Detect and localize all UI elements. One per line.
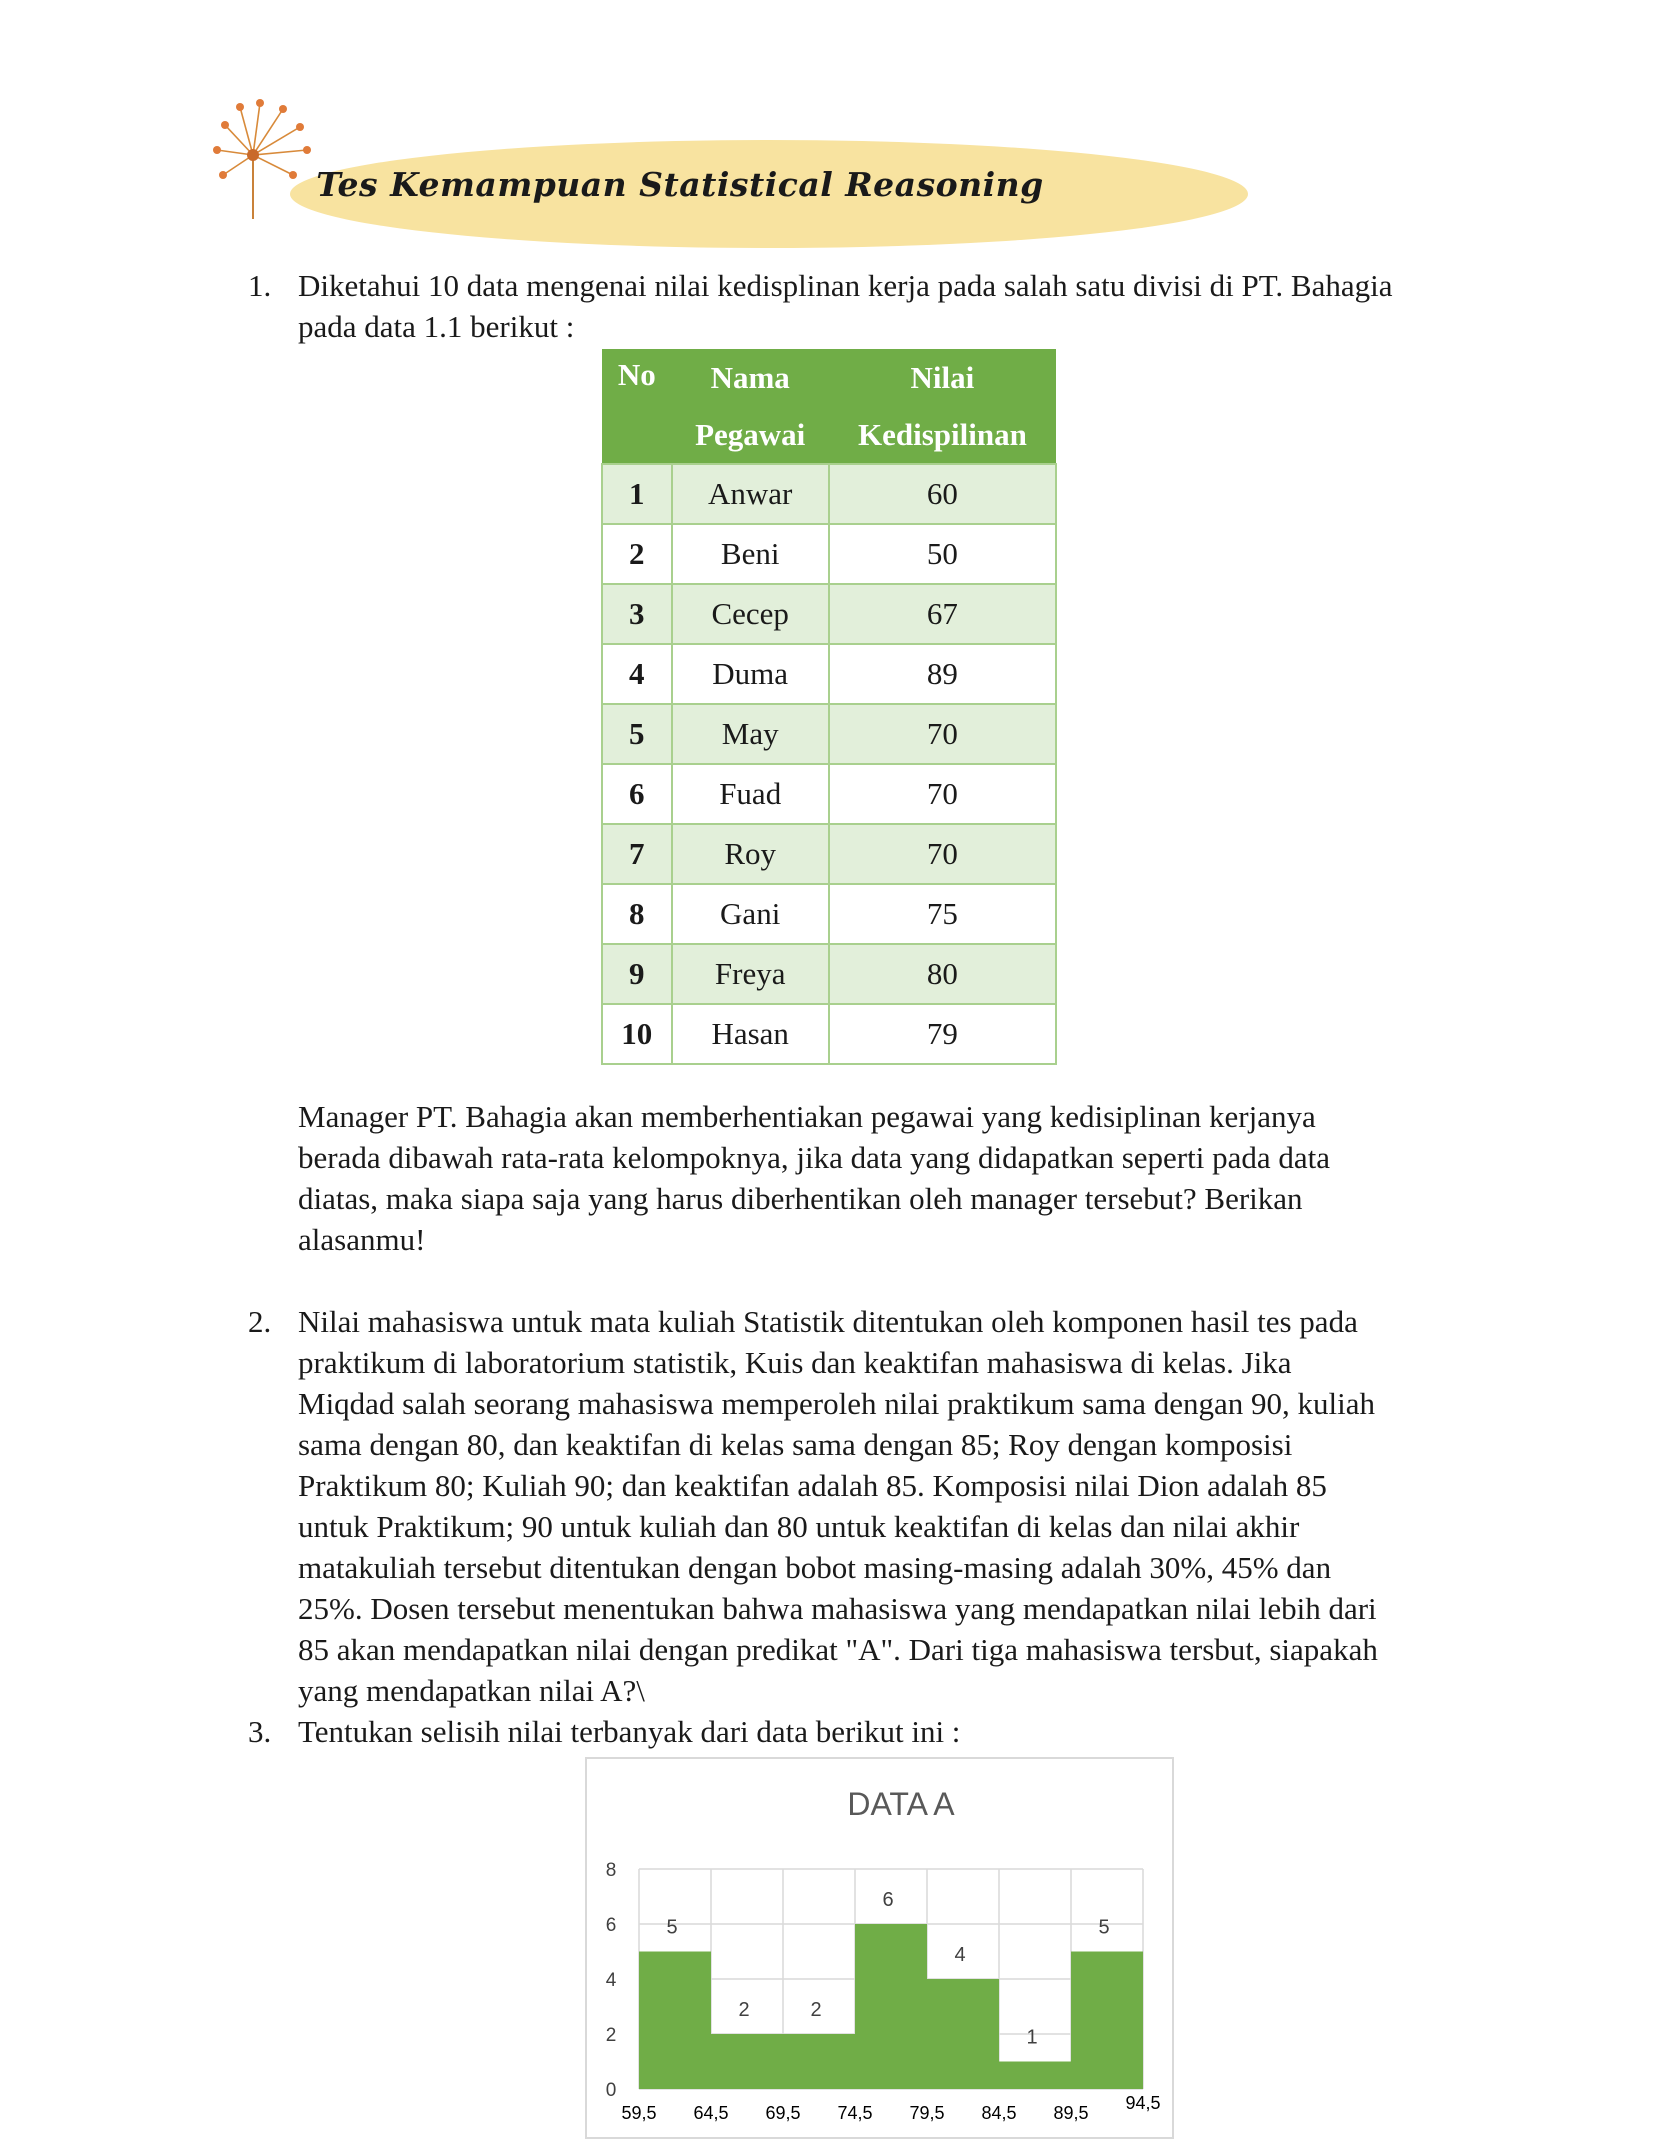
chart-title: DATA A bbox=[847, 1786, 955, 1822]
row-name: Roy bbox=[672, 824, 829, 884]
y-tick-label: 4 bbox=[605, 1970, 617, 1991]
table-row bbox=[602, 584, 1056, 644]
histogram-bar bbox=[927, 1979, 999, 2089]
bar-data-label: 2 bbox=[738, 1999, 750, 2021]
q1-line-1: Diketahui 10 data mengenai nilai kedisplinan kerja pada salah satu divisi di PT. Bahagia bbox=[298, 268, 1393, 303]
histogram-bar bbox=[999, 2062, 1071, 2090]
row-no: 7 bbox=[602, 824, 672, 884]
col-header-name-top: Nama bbox=[672, 349, 829, 407]
row-no: 8 bbox=[602, 884, 672, 944]
histogram-bar bbox=[855, 1924, 927, 2089]
row-score: 70 bbox=[829, 764, 1056, 824]
row-name: Gani bbox=[672, 884, 829, 944]
q1-number: 1. bbox=[248, 268, 272, 303]
bar-data-label: 5 bbox=[1098, 1916, 1110, 1939]
row-score: 50 bbox=[829, 524, 1056, 584]
col-header-name-bottom: Pegawai bbox=[672, 407, 829, 464]
row-no: 1 bbox=[602, 464, 672, 524]
bar-data-label: 5 bbox=[666, 1916, 678, 1939]
y-tick-label: 2 bbox=[605, 2025, 617, 2046]
x-tick-label: 74,5 bbox=[837, 2103, 873, 2123]
row-score: 70 bbox=[829, 704, 1056, 764]
table-row bbox=[602, 884, 1056, 944]
q1-line-2: pada data 1.1 berikut : bbox=[298, 309, 575, 344]
table-row bbox=[602, 464, 1056, 524]
row-no: 3 bbox=[602, 584, 672, 644]
row-no: 10 bbox=[602, 1004, 672, 1064]
page-title: Tes Kemampuan Statistical Reasoning bbox=[316, 165, 1044, 204]
histogram-bar bbox=[639, 1952, 711, 2090]
y-tick-label: 0 bbox=[605, 2080, 617, 2101]
row-name: Duma bbox=[672, 644, 829, 704]
histogram-bar bbox=[711, 2034, 783, 2089]
row-no: 9 bbox=[602, 944, 672, 1004]
q1-para-line-2: berada dibawah rata-rata kelompoknya, jika data yang didapatkan seperti pada data bbox=[298, 1140, 1331, 1175]
q2-line-6: untuk Praktikum; 90 untuk kuliah dan 80 untuk keaktifan di kelas dan nilai akhir bbox=[298, 1509, 1300, 1544]
row-name: May bbox=[672, 704, 829, 764]
table-row bbox=[602, 704, 1056, 764]
q2-line-4: sama dengan 80, dan keaktifan di kelas sama dengan 85; Roy dengan komposisi bbox=[298, 1427, 1293, 1462]
q1-para-line-1: Manager PT. Bahagia akan memberhentiakan pegawai yang kedisiplinan kerjanya bbox=[298, 1099, 1316, 1134]
q1-para-line-4: alasanmu! bbox=[298, 1222, 426, 1257]
row-no: 5 bbox=[602, 704, 672, 764]
x-tick-label: 79,5 bbox=[909, 2103, 945, 2123]
row-score: 60 bbox=[829, 464, 1056, 524]
col-header-no: No bbox=[602, 349, 672, 464]
table-row bbox=[602, 524, 1056, 584]
bar-data-label: 2 bbox=[810, 1999, 822, 2021]
histogram-chart bbox=[585, 1757, 1174, 2139]
row-name: Fuad bbox=[672, 764, 829, 824]
q2-line-10: yang mendapatkan nilai A?\ bbox=[298, 1673, 645, 1708]
q2-line-7: matakuliah tersebut ditentukan dengan bobot masing-masing adalah 30%, 45% dan bbox=[298, 1550, 1332, 1585]
row-score: 79 bbox=[829, 1004, 1056, 1064]
table-row bbox=[602, 944, 1056, 1004]
y-tick-label: 8 bbox=[605, 1860, 617, 1881]
q2-line-1: Nilai mahasiswa untuk mata kuliah Statistik ditentukan oleh komponen hasil tes pada bbox=[298, 1304, 1358, 1339]
bar-data-label: 1 bbox=[1026, 2026, 1038, 2049]
col-header-score-top: Nilai bbox=[829, 349, 1056, 407]
row-no: 4 bbox=[602, 644, 672, 704]
row-no: 2 bbox=[602, 524, 672, 584]
row-score: 70 bbox=[829, 824, 1056, 884]
q3-line: Tentukan selisih nilai terbanyak dari data berikut ini : bbox=[298, 1714, 961, 1749]
y-tick-label: 6 bbox=[605, 1915, 617, 1936]
col-header-score-bottom: Kedispilinan bbox=[829, 407, 1056, 464]
x-tick-label: 69,5 bbox=[765, 2103, 801, 2123]
row-name: Beni bbox=[672, 524, 829, 584]
q2-line-8: 25%. Dosen tersebut menentukan bahwa mahasiswa yang mendapatkan nilai lebih dari bbox=[298, 1591, 1377, 1626]
row-name: Hasan bbox=[672, 1004, 829, 1064]
bar-data-label: 4 bbox=[954, 1944, 966, 1966]
table-row bbox=[602, 644, 1056, 704]
q2-line-2: praktikum di laboratorium statistik, Kuis dan keaktifan mahasiswa di kelas. Jika bbox=[298, 1345, 1292, 1380]
row-score: 75 bbox=[829, 884, 1056, 944]
x-tick-label: 59,5 bbox=[621, 2103, 657, 2123]
q1-para-line-3: diatas, maka siapa saja yang harus diberhentikan oleh manager tersebut? Berikan bbox=[298, 1181, 1303, 1216]
x-tick-label: 89,5 bbox=[1053, 2103, 1089, 2123]
row-name: Anwar bbox=[672, 464, 829, 524]
row-no: 6 bbox=[602, 764, 672, 824]
q3-number: 3. bbox=[248, 1714, 272, 1749]
table-row bbox=[602, 824, 1056, 884]
row-score: 89 bbox=[829, 644, 1056, 704]
q2-line-9: 85 akan mendapatkan nilai dengan predikat "A". Dari tiga mahasiswa tersbut, siapakah bbox=[298, 1632, 1378, 1667]
bar-data-label: 6 bbox=[882, 1889, 894, 1911]
row-name: Cecep bbox=[672, 584, 829, 644]
q2-line-5: Praktikum 80; Kuliah 90; dan keaktifan adalah 85. Komposisi nilai Dion adalah 85 bbox=[298, 1468, 1327, 1503]
table-row bbox=[602, 1004, 1056, 1064]
row-score: 80 bbox=[829, 944, 1056, 1004]
histogram-bar bbox=[1071, 1952, 1143, 2090]
table-row bbox=[602, 764, 1056, 824]
x-tick-label: 94,5 bbox=[1125, 2093, 1161, 2113]
q2-line-3: Miqdad salah seorang mahasiswa memperoleh nilai praktikum sama dengan 90, kuliah bbox=[298, 1386, 1375, 1421]
row-score: 67 bbox=[829, 584, 1056, 644]
histogram-bar bbox=[783, 2034, 855, 2089]
q2-number: 2. bbox=[248, 1304, 272, 1339]
row-name: Freya bbox=[672, 944, 829, 1004]
x-tick-label: 84,5 bbox=[981, 2103, 1017, 2123]
histogram-svg bbox=[587, 1759, 1172, 2137]
discipline-table bbox=[601, 349, 1057, 1065]
x-tick-label: 64,5 bbox=[693, 2103, 729, 2123]
